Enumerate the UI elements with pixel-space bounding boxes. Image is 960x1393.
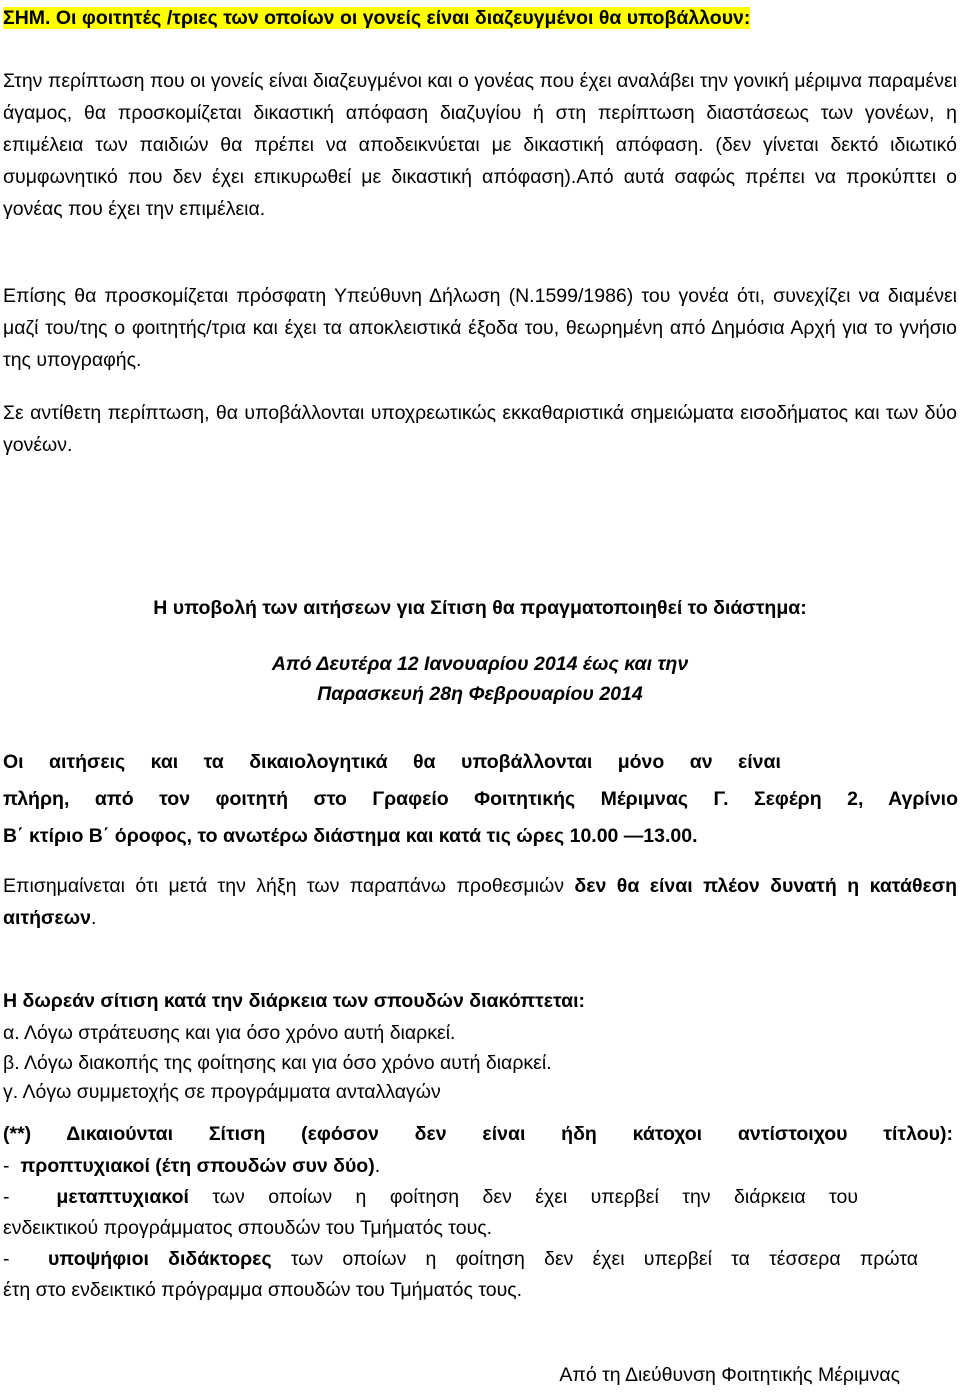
dash: - — [3, 1186, 10, 1208]
eligible-title-text: (**) Δικαιούνται Σίτιση (εφόσον δεν είναι ήδη κάτοχοι αντίστοιχου τίτλου): — [3, 1123, 953, 1145]
list-item: γ. Λόγω συμμετοχής σε προγράμματα ανταλλαγών — [3, 1081, 441, 1103]
deadline-text: Επισημαίνεται ότι μετά την λήξη των παραπάνω προθεσμιών — [3, 875, 575, 897]
submission-dates — [0, 649, 960, 709]
eligible-item-text: των οποίων η φοίτηση δεν έχει υπερβεί τα τέσσερα πρώτα — [271, 1248, 919, 1270]
eligible-title — [3, 1118, 953, 1150]
eligible-item-undergrad — [3, 1151, 958, 1182]
eligible-item-line: ενδεικτικού προγράμματος σπουδών του Τμήματός τους. — [3, 1217, 493, 1239]
eligible-list — [3, 1151, 958, 1306]
submission-date-line-2: Παρασκευή 28η Φεβρουαρίου 2014 — [317, 683, 643, 705]
note-paragraph-1: Στην περίπτωση που οι γονείς είναι διαζευγμένοι και ο γονέας που έχει αναλάβει την γονική μέριμνα παραμένει άγαμος, θα προσκομίζεται δικαστική απόφαση διαζυγίου ή στη περίπτωση διαστάσεως των γονέων, η επιμέλεια των παιδιών θα πρέπει να αποδεικνύεται με δικαστική απόφαση. (δεν γίνεται δεκτό ιδιωτικό συμφωνητικό που δεν έχει επικυρωθεί με δικαστική απόφαση).Από αυτά σαφώς πρέπει να προκύπτει ο γονέας που έχει την επιμέλεια. — [3, 70, 957, 220]
deadline-end: . — [90, 907, 97, 929]
signature: Από τη Διεύθυνση Φοιτητικής Μέριμνας — [559, 1364, 900, 1386]
eligible-item-line: έτη στο ενδεικτικό πρόγραμμα σπουδών του Τμήματός τους. — [3, 1279, 523, 1301]
eligible-item-end: . — [374, 1155, 381, 1177]
interruption-list — [3, 1019, 957, 1108]
submission-place-line-3: Β΄ κτίριο Β΄ όροφος, το ανωτέρω διάστημα και κατά τις ώρες 10.00 ―13.00. — [3, 825, 698, 847]
submission-title: Η υποβολή των αιτήσεων για Σίτιση θα πραγματοποιηθεί το διάστημα: — [153, 597, 807, 619]
deadline-paragraph — [3, 870, 957, 934]
submission-place-line-1: Οι αιτήσεις και τα δικαιολογητικά θα υποβάλλονται μόνο αν είναι — [3, 751, 781, 773]
eligible-item-text: των οποίων η φοίτηση δεν έχει υπερβεί την διάρκεια του — [188, 1186, 858, 1208]
dash: - — [3, 1248, 10, 1270]
note-paragraph-2: Επίσης θα προσκομίζεται πρόσφατη Υπεύθυνη Δήλωση (Ν.1599/1986) του γονέα ότι, συνεχίζει να διαμένει μαζί του/της ο φοιτητής/τρια και έχει τα αποκλειστικά έξοδα του, θεωρημένη από Δημόσια Αρχή για το γνήσιο της υπογραφής. — [3, 285, 957, 371]
eligible-item-line — [3, 1182, 858, 1213]
eligible-item-postgrad — [3, 1182, 858, 1244]
list-item: β. Λόγω διακοπής της φοίτησης και για όσο χρόνο αυτή διαρκεί. — [3, 1051, 552, 1074]
submission-place — [3, 744, 958, 855]
deadline-bold: δεν θα είναι πλέον δυνατή η κατάθεση αιτήσεων — [3, 875, 957, 929]
interruption-title: Η δωρεάν σίτιση κατά την διάρκεια των σπουδών διακόπτεται: — [3, 990, 586, 1012]
eligible-item-phd — [3, 1244, 918, 1306]
submission-date-line-1: Από Δευτέρα 12 Ιανουαρίου 2014 έως και την — [271, 653, 689, 675]
list-item: α. Λόγω στράτευσης και για όσο χρόνο αυτή διαρκεί. — [3, 1022, 456, 1044]
dash: - — [3, 1155, 10, 1177]
eligible-item-bold: προπτυχιακοί (έτη σπουδών συν δύο) — [20, 1155, 375, 1177]
eligible-item-bold: υποψήφιοι διδάκτορες — [47, 1248, 272, 1270]
eligible-item-line — [3, 1244, 918, 1275]
eligible-item-bold: μεταπτυχιακοί — [56, 1186, 189, 1208]
note-heading-text: ΣΗΜ. Οι φοιτητές /τριες των οποίων οι γονείς είναι διαζευγμένοι θα υποβάλλουν: — [3, 7, 751, 29]
note-heading — [3, 2, 957, 34]
note-paragraph-3: Σε αντίθετη περίπτωση, θα υποβάλλονται υποχρεωτικώς εκκαθαριστικά σημειώματα εισοδήματος και των δύο γονέων. — [3, 402, 957, 456]
submission-place-line-2: πλήρη, από τον φοιτητή στο Γραφείο Φοιτητικής Μέριμνας Γ. Σεφέρη 2, Αγρίνιο — [3, 788, 958, 810]
